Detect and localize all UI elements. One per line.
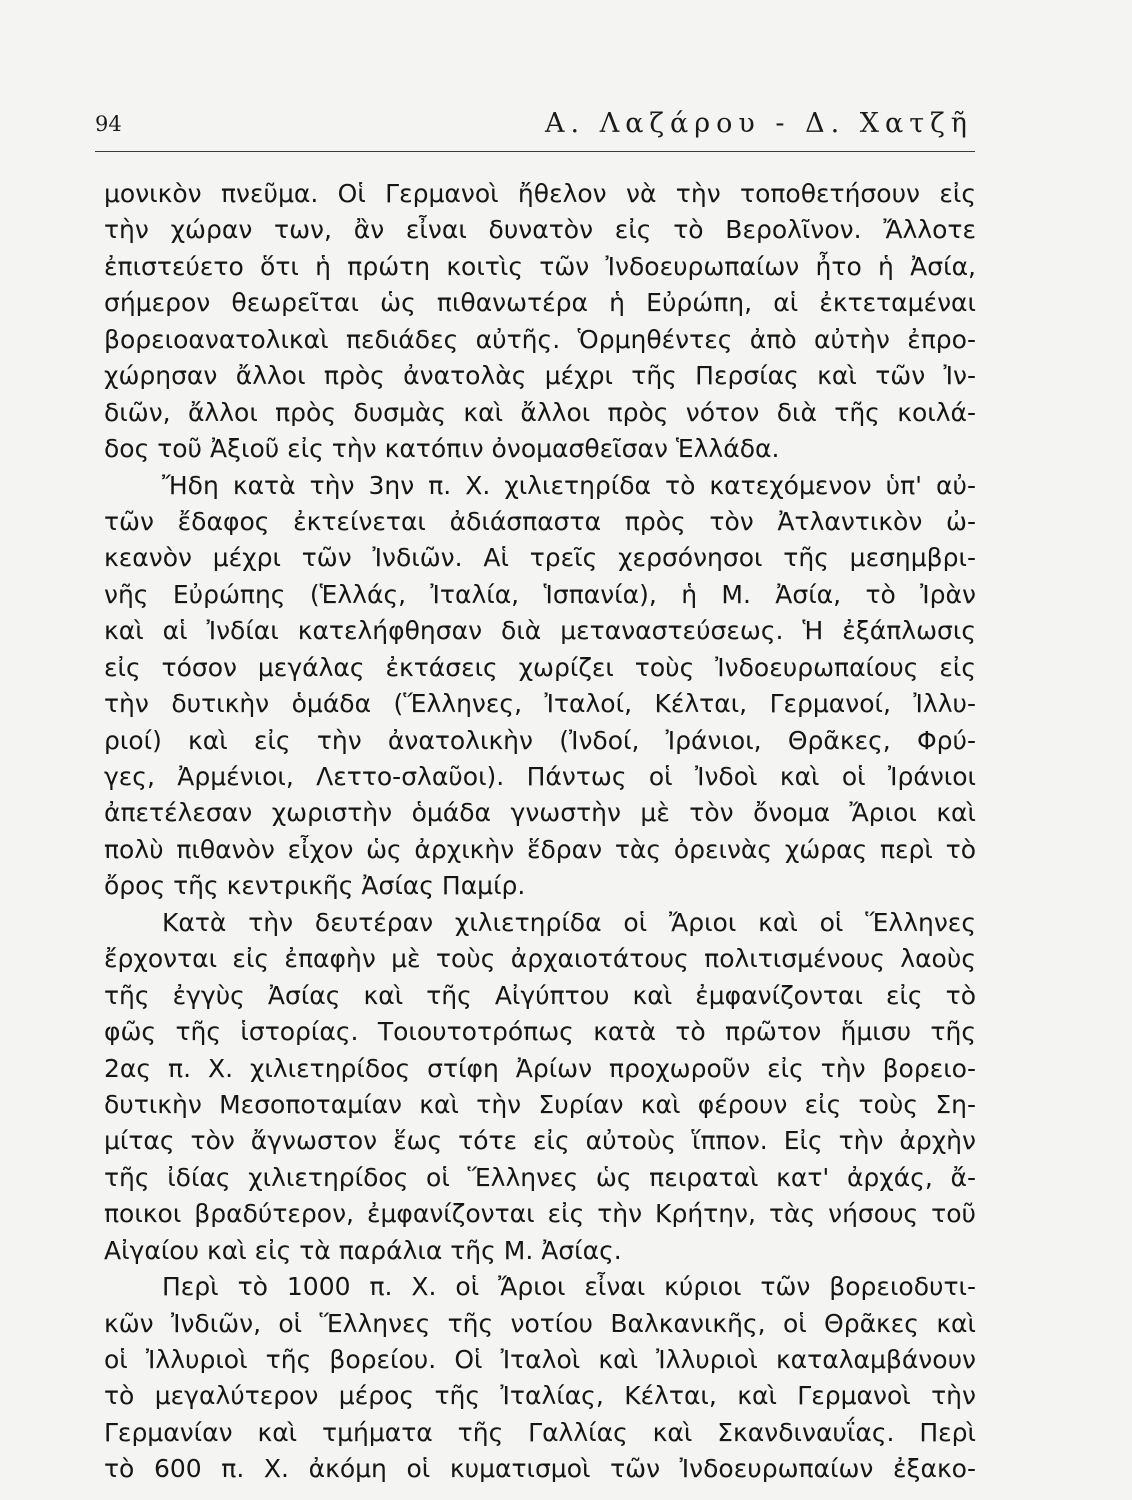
text-line: τῆς ἰδίας χιλιετηρίδος οἱ Ἕλληνες ὡς πειραταὶ κατ' ἀρχάς, ἄ- (104, 1162, 976, 1192)
text-line: Αἰγαίου καὶ εἰς τὰ παράλια τῆς Μ. Ἀσίας. (104, 1235, 622, 1265)
text-line: γες, Ἀρμένιοι, Λεττο-σλαῦοι). Πάντως οἱ Ἰνδοὶ καὶ οἱ Ἰράνιοι (104, 762, 976, 791)
text-line: νῆς Εὐρώπης (Ἑλλάς, Ἰταλία, Ἱσπανία), ἡ Μ. Ἀσία, τὸ Ἰρὰν (104, 579, 976, 609)
text-line: διῶν, ἄλλοι πρὸς δυσμὰς καὶ ἄλλοι πρὸς νότον διὰ τῆς κοιλά- (104, 397, 976, 427)
text-line: μίτας τὸν ἄγνωστον ἕως τότε εἰς αὐτοὺς ἵππον. Εἰς τὴν ἀρχὴν (104, 1126, 976, 1156)
text-line: κεανὸν μέχρι τῶν Ἰνδιῶν. Αἱ τρεῖς χερσόνησοι τῆς μεσημβρι- (104, 543, 976, 573)
body-text (104, 176, 976, 1488)
text-line: Περὶ τὸ 1000 π. Χ. οἱ Ἄριοι εἶναι κύριοι τῶν βορειοδυτι- (162, 1272, 976, 1302)
text-line: τῆς ἐγγὺς Ἀσίας καὶ τῆς Αἰγύπτου καὶ ἐμφανίζονται εἰς τὸ (104, 980, 976, 1010)
text-line: Γερμανίαν καὶ τμήματα τῆς Γαλλίας καὶ Σκανδιναυΐας. Περὶ (104, 1417, 976, 1447)
text-line: καὶ αἱ Ἰνδίαι κατελήφθησαν διὰ μεταναστεύσεως. Ἡ ἐξάπλωσις (104, 616, 976, 646)
running-head: Α. Λαζάρου - Δ. Χατζῆ (545, 108, 973, 139)
text-line: ἔρχονται εἰς ἐπαφὴν μὲ τοὺς ἀρχαιοτάτους πολιτισμένους λαοὺς (104, 944, 976, 974)
text-line: μονικὸν πνεῦμα. Οἱ Γερμανοὶ ἤθελον νὰ τὴν τοποθετήσουν εἰς (104, 179, 976, 208)
text-line: 2ας π. Χ. χιλιετηρίδος στίφη Ἀρίων προχωροῦν εἰς τὴν βορειο- (104, 1053, 976, 1083)
text-line: ἐπιστεύετο ὅτι ἡ πρώτη κοιτὶς τῶν Ἰνδοευρωπαίων ἦτο ἡ Ἀσία, (104, 251, 976, 281)
text-line: κῶν Ἰνδιῶν, οἱ Ἕλληνες τῆς νοτίου Βαλκανικῆς, οἱ Θρᾶκες καὶ (104, 1308, 976, 1338)
page-number: 94 (95, 112, 122, 136)
text-line: οἱ Ἰλλυριοὶ τῆς βορείου. Οἱ Ἰταλοὶ καὶ Ἰλλυριοὶ καταλαμβάνουν (104, 1345, 976, 1374)
text-line: σήμερον θεωρεῖται ὡς πιθανωτέρα ἡ Εὐρώπη, αἱ ἐκτεταμέναι (104, 288, 976, 318)
header-rule (95, 151, 975, 152)
text-line: τὴν δυτικὴν ὁμάδα (Ἕλληνες, Ἰταλοί, Κέλται, Γερμανοί, Ἰλλυ- (104, 689, 976, 719)
text-line: ριοί) καὶ εἰς τὴν ἀνατολικὴν (Ἰνδοί, Ἰράνιοι, Θρᾶκες, Φρύ- (104, 725, 976, 755)
text-line: εἰς τόσον μεγάλας ἐκτάσεις χωρίζει τοὺς Ἰνδοευρωπαίους εἰς (104, 652, 976, 682)
text-line: τὸ μεγαλύτερον μέρος τῆς Ἰταλίας, Κέλται, καὶ Γερμανοὶ τὴν (104, 1381, 976, 1411)
text-line: φῶς τῆς ἱστορίας. Τοιουτοτρόπως κατὰ τὸ πρῶτον ἥμισυ τῆς (104, 1017, 976, 1047)
text-line: Κατὰ τὴν δευτέραν χιλιετηρίδα οἱ Ἄριοι καὶ οἱ Ἕλληνες (162, 907, 976, 937)
text-line: ποικοι βραδύτερον, ἐμφανίζονται εἰς τὴν Κρήτην, τὰς νήσους τοῦ (104, 1199, 976, 1229)
text-line: Ἤδη κατὰ τὴν 3ην π. Χ. χιλιετηρίδα τὸ κατεχόμενον ὑπ' αὐ- (162, 470, 976, 500)
text-line: ἀπετέλεσαν χωριστὴν ὁμάδα γνωστὴν μὲ τὸν ὄνομα Ἄριοι καὶ (104, 798, 976, 828)
text-line: χώρησαν ἄλλοι πρὸς ἀνατολὰς μέχρι τῆς Περσίας καὶ τῶν Ἰν- (104, 361, 976, 391)
text-line: δος τοῦ Ἀξιοῦ εἰς τὴν κατόπιν ὀνομασθεῖσαν Ἑλλάδα. (104, 434, 780, 464)
text-line: πολὺ πιθανὸν εἶχον ὡς ἀρχικὴν ἕδραν τὰς ὀρεινὰς χώρας περὶ τὸ (104, 834, 976, 864)
text-line: δυτικὴν Μεσοποταμίαν καὶ τὴν Συρίαν καὶ φέρουν εἰς τοὺς Ση- (104, 1089, 976, 1119)
text-line: ὄρος τῆς κεντρικῆς Ἀσίας Παμίρ. (104, 871, 526, 901)
text-line: τὴν χώραν των, ἂν εἶναι δυνατὸν εἰς τὸ Βερολῖνον. Ἄλλοτε (104, 215, 976, 245)
page-header (95, 104, 975, 148)
text-line: βορειοανατολικαὶ πεδιάδες αὐτῆς. Ὁρμηθέντες ἀπὸ αὐτὴν ἐπρο- (104, 324, 976, 354)
text-line: τὸ 600 π. Χ. ἀκόμη οἱ κυματισμοὶ τῶν Ἰνδοευρωπαίων ἐξακο- (104, 1454, 976, 1484)
text-line: τῶν ἔδαφος ἐκτείνεται ἀδιάσπαστα πρὸς τὸν Ἀτλαντικὸν ὠ- (104, 506, 976, 536)
